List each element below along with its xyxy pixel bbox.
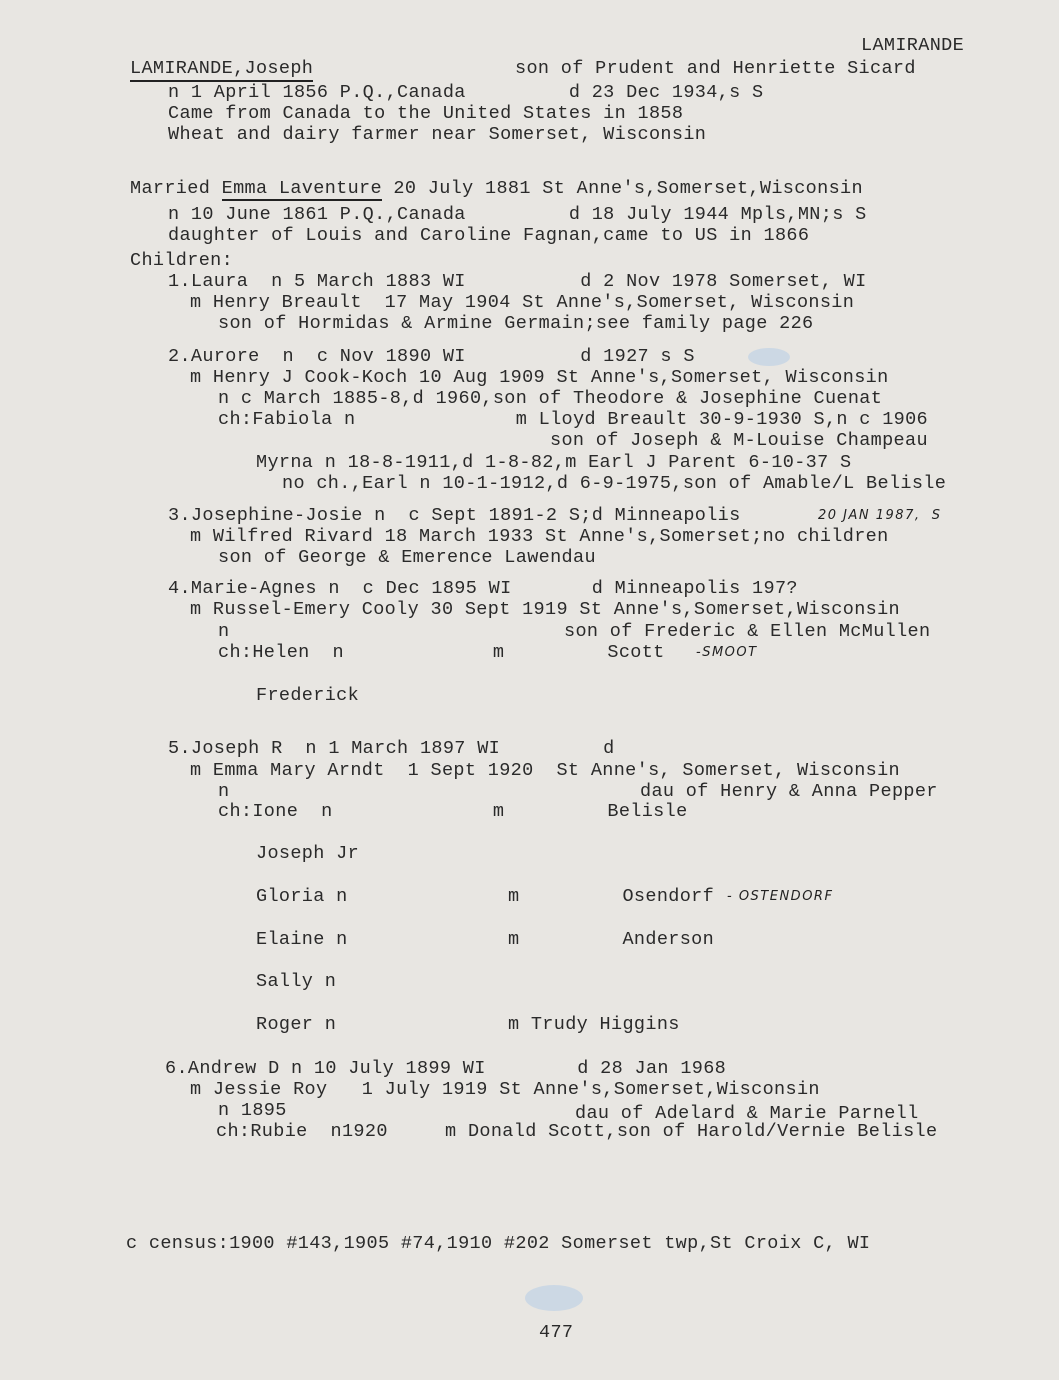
marriage-details: 20 July 1881 St Anne's,Somerset,Wisconsin (381, 178, 863, 199)
child-2-children: ch:Fabiola n m Lloyd Breault 30-9-1930 S,n c 1906 (218, 409, 929, 430)
child-3-line: 3.Josephine-Josie n c Sept 1891-2 S;d Minneapolis (168, 505, 741, 526)
child-4-spouse-parents: son of Frederic & Ellen McMullen (564, 621, 931, 642)
child-5-spouse-parents: dau of Henry & Anna Pepper (640, 781, 938, 802)
children-label: Children: (130, 250, 234, 271)
child-2-marriage: m Henry J Cook-Koch 10 Aug 1909 St Anne's,Somerset, Wisconsin (190, 367, 889, 388)
person-name: LAMIRANDE,Joseph (130, 58, 313, 82)
child-5-grandchild-joseph-jr: Joseph Jr (256, 843, 360, 864)
handwritten-ostendorf: - OSTENDORF (727, 889, 834, 904)
child-6-marriage: m Jessie Roy 1 July 1919 St Anne's,Somerset,Wisconsin (190, 1079, 820, 1100)
child-5-grandchild-ione: ch:Ione n m Belisle (218, 801, 688, 822)
birth-death-line: n 1 April 1856 P.Q.,Canada d 23 Dec 1934,s S (168, 82, 764, 103)
immigration-line: Came from Canada to the United States in 1858 (168, 103, 684, 124)
child-2-spouse-details: n c March 1885-8,d 1960,son of Theodore & Josephine Cuenat (218, 388, 883, 409)
child-1-marriage: m Henry Breault 17 May 1904 St Anne's,Somerset, Wisconsin (190, 292, 855, 313)
child-3-spouse-parents: son of George & Emerence Lawendau (218, 547, 596, 568)
child-2-grandchild-myrna: Myrna n 18-8-1911,d 1-8-82,m Earl J Parent 6-10-37 S (256, 452, 852, 473)
marriage-line (130, 178, 863, 200)
child-3-marriage: m Wilfred Rivard 18 March 1933 St Anne's,Somerset;no children (190, 526, 889, 547)
child-5-spouse-n: n (218, 781, 230, 802)
census-line: c census:1900 #143,1905 #74,1910 #202 Somerset twp,St Croix C, WI (126, 1233, 871, 1254)
child-5-grandchild-roger: Roger n m Trudy Higgins (256, 1014, 680, 1035)
child-4-grandchild-frederick: Frederick (256, 685, 360, 706)
handwritten-death-date: 20 JAN 1987, S (818, 508, 942, 523)
marriage-prefix: Married (130, 178, 222, 199)
child-2-line: 2.Aurore n c Nov 1890 WI d 1927 s S (168, 346, 695, 367)
spouse-birth-death: n 10 June 1861 P.Q.,Canada d 18 July 1944 Mpls,MN;s S (168, 204, 867, 225)
occupation-line: Wheat and dairy farmer near Somerset, Wisconsin (168, 124, 707, 145)
child-1-spouse-parents: son of Hormidas & Armine Germain;see family page 226 (218, 313, 814, 334)
spouse-parents: daughter of Louis and Caroline Fagnan,came to US in 1866 (168, 225, 810, 246)
child-2-grandchild-myrna-notes: no ch.,Earl n 10-1-1912,d 6-9-1975,son of Amable/L Belisle (282, 473, 947, 494)
child-5-line: 5.Joseph R n 1 March 1897 WI d (168, 738, 615, 759)
page-number: 477 (539, 1322, 574, 1343)
child-5-marriage: m Emma Mary Arndt 1 Sept 1920 St Anne's, Somerset, Wisconsin (190, 760, 901, 781)
person-parents: son of Prudent and Henriette Sicard (515, 58, 916, 79)
child-6-spouse-n: n 1895 (218, 1100, 287, 1121)
child-5-grandchild-gloria: Gloria n m Osendorf (256, 886, 715, 907)
handwritten-smoot: -SMOOT (696, 645, 758, 660)
header-surname: LAMIRANDE (861, 35, 965, 56)
child-1-line: 1.Laura n 5 March 1883 WI d 2 Nov 1978 Somerset, WI (168, 271, 867, 292)
child-6-spouse-parents: dau of Adelard & Marie Parnell (575, 1103, 919, 1124)
child-4-marriage: m Russel-Emery Cooly 30 Sept 1919 St Anne's,Somerset,Wisconsin (190, 599, 901, 620)
child-4-spouse-n: n (218, 621, 230, 642)
child-4-children: ch:Helen n m Scott (218, 642, 665, 663)
ink-smudge (748, 348, 790, 366)
ink-smudge-bottom (525, 1285, 583, 1311)
child-5-grandchild-elaine: Elaine n m Anderson (256, 929, 715, 950)
spouse-name: Emma Laventure (221, 178, 382, 199)
child-5-grandchild-sally: Sally n (256, 971, 337, 992)
child-6-line: 6.Andrew D n 10 July 1899 WI d 28 Jan 1968 (165, 1058, 727, 1079)
child-4-line: 4.Marie-Agnes n c Dec 1895 WI d Minneapolis 197? (168, 578, 798, 599)
child-6-grandchild-rubie: ch:Rubie n1920 m Donald Scott,son of Harold/Vernie Belisle (216, 1121, 938, 1142)
child-2-grandchild-spouse-parents: son of Joseph & M-Louise Champeau (550, 430, 928, 451)
